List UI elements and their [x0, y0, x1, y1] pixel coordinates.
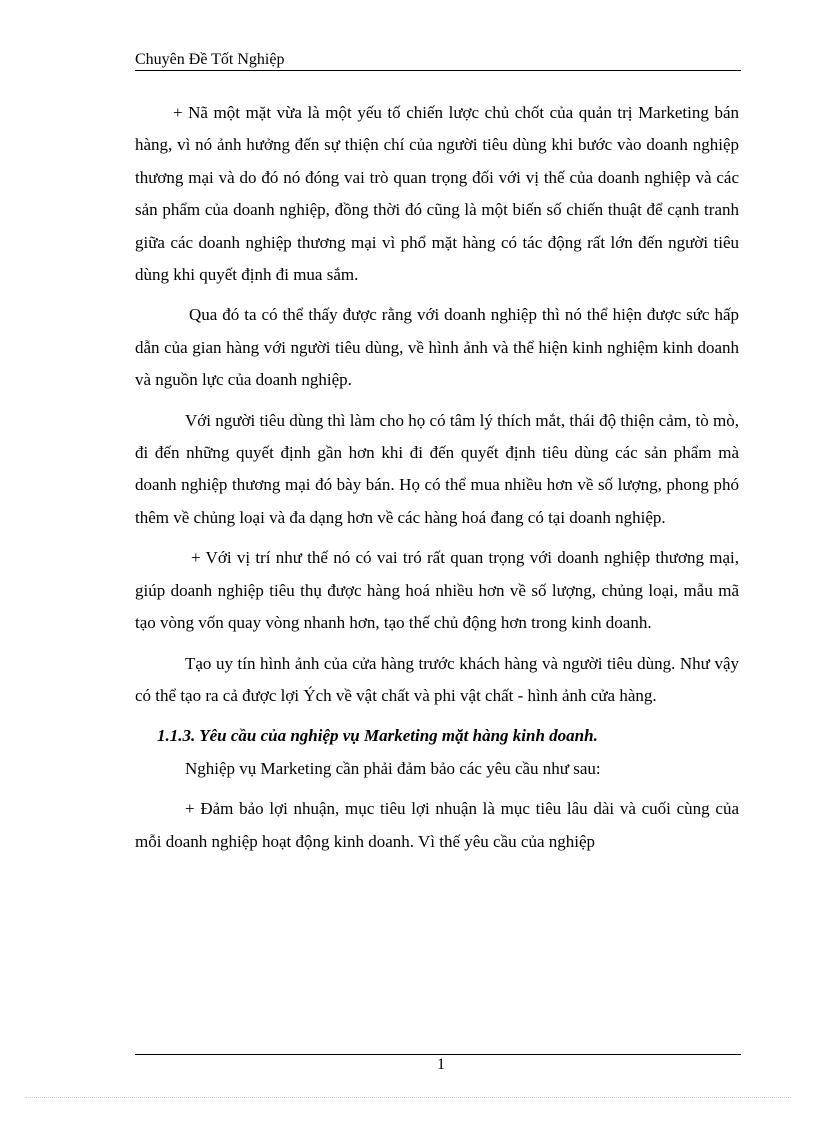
paragraph-4: + Với vị trí như thế nó có vai tró rất quan trọng với doanh nghiệp thương mại, giúp doanh nghiệp tiêu thụ được hàng hoá nhiều hơn về số lượng, chủng loại, mẫu mã tạo vòng vốn quay vòng nhanh hơn, tạo thế chủ động hơn trong kinh doanh. — [135, 548, 739, 633]
document-body — [135, 97, 739, 858]
paragraph-1: + Nã một mặt vừa là một yếu tố chiến lược chủ chốt của quản trị Marketing bán hàng, vì nó ảnh hưởng đến sự thiện chí của người tiêu dùng khi bước vào doanh nghiệp thương mại và do đó nó đóng vai trò quan trọng đối với vị thế của doanh nghiệp và các sản phẩm của doanh nghiệp, đồng thời đó cũng là một biến số chiến thuật để cạnh tranh giữa các doanh nghiệp thương mại vì phổ mặt hàng có tác động rất lớn đến người tiêu dùng khi quyết định đi mua sắm. — [135, 103, 739, 285]
page-header-title: Chuyên Đề Tốt Nghiệp — [135, 51, 285, 68]
paragraph-6: Nghiệp vụ Marketing cần phải đảm bảo các yêu cầu như sau: — [185, 758, 601, 778]
page-bottom-dotted-line — [25, 1097, 791, 1098]
page-number: 1 — [437, 1056, 445, 1073]
paragraph-3: Với người tiêu dùng thì làm cho họ có tâm lý thích mắt, thái độ thiện cảm, tò mò, đi đến những quyết định gần hơn khi đi đến quyết định tiêu dùng các sản phẩm mà doanh nghiệp thương mại đó bày bán. Họ có thể mua nhiều hơn về số lượng, phong phó thêm về chủng loại và đa dạng hơn về các hàng hoá đang có tại doanh nghiệp. — [135, 410, 739, 527]
paragraph-2: Qua đó ta có thể thấy được rằng với doanh nghiệp thì nó thể hiện được sức hấp dẫn của gian hàng với người tiêu dùng, về hình ảnh và thể hiện kinh nghiệm kinh doanh và nguồn lực của doanh nghiệp. — [135, 305, 739, 390]
footer-rule — [135, 1054, 741, 1055]
paragraph-5: Tạo uy tín hình ảnh của cửa hàng trước khách hàng và người tiêu dùng. Như vậy có thể tạo ra cả được lợi Ých về vật chất và phi vật chất - hình ảnh cửa hàng. — [135, 653, 739, 705]
section-heading: 1.1.3. Yêu cầu của nghiệp vụ Marketing mặt hàng kinh doanh. — [157, 726, 598, 746]
header-rule — [135, 70, 741, 71]
paragraph-7: + Đảm bảo lợi nhuận, mục tiêu lợi nhuận là mục tiêu lâu dài và cuối cùng của mỗi doanh nghiệp hoạt động kinh doanh. Vì thế yêu cầu của nghiệp — [135, 799, 739, 851]
